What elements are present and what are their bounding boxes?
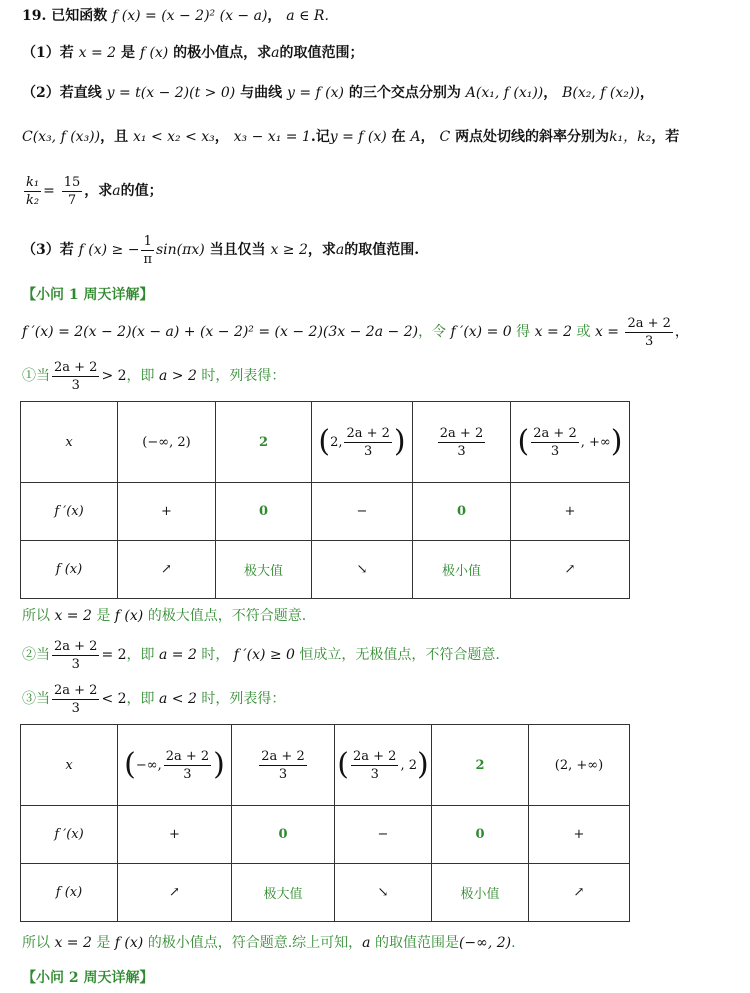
part2-number: （2）: [22, 85, 60, 101]
stem-text: 已知函数: [51, 8, 108, 24]
solution-header-1: 【小问 1 周天详解】: [22, 287, 154, 303]
slopes: k₁，k₂: [609, 129, 652, 145]
conclusion-3: [22, 933, 516, 953]
part1-number: （1）: [22, 45, 60, 61]
concl-text: 的极小值点，符合题意.综上可知，: [147, 935, 363, 951]
deriv-zero: f ′(x) = 0: [450, 324, 512, 340]
trend-down-icon: ↘: [312, 541, 413, 599]
case1-frac-den: 3: [71, 377, 80, 393]
case1-cond: a > 2: [159, 368, 197, 384]
part2-curve: y = f (x): [329, 129, 387, 145]
sign-cell: −: [312, 483, 413, 541]
part2-curve: y = f (x): [287, 85, 344, 101]
part2-line-2: C(x₃, f (x₃))，且 x₁ < x₂ < x₃， x₃ − x₁ = 1.记y = f (x) 在 A， C 两点处切线的斜率分别为k₁，k₂，若: [22, 129, 680, 145]
sign-cell: 0: [232, 806, 335, 864]
case3-text: ③当: [22, 691, 50, 707]
case2-frac: [52, 638, 99, 673]
case3-frac-num: 2a + 2: [54, 682, 98, 698]
root-frac: [625, 315, 672, 350]
deriv-text: 或: [576, 324, 591, 340]
part1-func: f (x): [139, 45, 169, 61]
sin-term: sin(πx): [155, 242, 205, 258]
part3-number: （3）: [22, 242, 60, 258]
stem-comma: ，: [267, 8, 282, 24]
local-min-label: 极小值: [432, 864, 529, 922]
concl-text: 是: [96, 608, 111, 624]
sign-cell: 0: [432, 806, 529, 864]
case1-frac: [52, 359, 99, 394]
concl-var: a: [362, 935, 371, 951]
frac-num: 2a + 2: [439, 425, 484, 441]
root-frac-den: 3: [645, 333, 654, 349]
part2-line-eq: y = t(x − 2)(t > 0): [106, 85, 236, 101]
case3-text: 时，列表得：: [201, 691, 286, 707]
frac-den: 3: [457, 443, 466, 459]
part2-text: 的三个交点分别为: [348, 85, 461, 101]
ratio-value-num: 15: [63, 174, 81, 190]
interval-3-right: , 2: [400, 757, 417, 773]
root-x: x =: [594, 324, 620, 340]
interval-5: (2, +∞): [529, 725, 630, 806]
derivative-line: f ′(x) = 2(x − 2)(x − a) + (x − 2)² = (x − 2)(3x − 2a − 2)，令 f ′(x) = 0 得 x = 2 或 x = $\frac{2a + 2}{3}$ ，: [22, 315, 689, 349]
case1-frac-num: 2a + 2: [54, 359, 98, 375]
part1-text: 的极小值点，求: [173, 45, 272, 61]
deriv-text: ，令: [418, 324, 447, 340]
part2-text: ，若: [651, 129, 680, 145]
interval-3-frac: [344, 425, 391, 460]
concl-f: f (x): [114, 935, 144, 951]
ratio-value-den: 7: [67, 192, 77, 208]
derivative-expr: f ′(x) = 2(x − 2)(x − a) + (x − 2)² = (x − 2)(3x − 2a − 2): [22, 324, 419, 340]
local-min-label: 极小值: [413, 541, 511, 599]
part3-cond: x ≥ 2: [270, 242, 308, 258]
sign-cell: 0: [413, 483, 511, 541]
deriv-text: 得: [516, 324, 531, 340]
frac-num: 2a + 2: [346, 425, 390, 441]
frac-den: 3: [370, 766, 379, 782]
problem-number: 19.: [22, 8, 47, 24]
part3-func: f (x) ≥ −: [78, 242, 140, 258]
case1-text: ①当: [22, 368, 50, 384]
interval-3-left: 2,: [330, 434, 343, 450]
concl-text: 所以: [22, 608, 50, 624]
sign-cell: 0: [216, 483, 312, 541]
case3-frac: [52, 682, 99, 717]
point-2: 2: [432, 725, 529, 806]
trend-down-icon: ↘: [335, 864, 432, 922]
interval-1-frac: [164, 748, 211, 783]
table-row-f: [21, 541, 630, 599]
part2-text: 的值；: [120, 183, 163, 199]
interval-3-frac: [351, 748, 398, 783]
concl-f: f (x): [114, 608, 144, 624]
sign-cell: +: [511, 483, 630, 541]
part3-text: 若: [59, 242, 74, 258]
ratio-value: [62, 174, 83, 209]
frac-den: 3: [278, 766, 288, 782]
header-f: f (x): [21, 864, 118, 922]
domain-set: a ∈ R.: [286, 8, 329, 24]
inv-pi: [141, 233, 154, 268]
point-2: 2: [216, 402, 312, 483]
inv-pi-den: π: [143, 251, 152, 267]
case1-line: [22, 357, 285, 395]
header-fprime: f ′(x): [21, 806, 118, 864]
case3-frac-den: 3: [71, 700, 80, 716]
frac-den: 3: [183, 766, 192, 782]
table-row-f: [21, 864, 630, 922]
case2-text: 时，: [201, 647, 230, 663]
part2-line-1: （2）若直线 y = t(x − 2)(t > 0) 与曲线 y = f (x) 的三个交点分别为 A(x₁, f (x₁))， B(x₂, f (x₂))，: [22, 85, 654, 101]
interval-1-left: −∞,: [135, 757, 162, 773]
frac-den: 3: [364, 443, 373, 459]
case1-rel: > 2: [101, 368, 127, 384]
frac-num: 2a + 2: [353, 748, 397, 764]
part1-text: 是: [120, 45, 135, 61]
case2-deriv: f ′(x) ≥ 0: [233, 647, 295, 663]
case2-rel: = 2: [101, 647, 127, 663]
part1-text: 若: [59, 45, 74, 61]
part2-line-3: [22, 173, 163, 209]
part3-var: a: [335, 242, 345, 258]
trend-up-icon: ↗: [511, 541, 630, 599]
sign-cell: +: [118, 806, 232, 864]
part3-text: ，求: [307, 242, 336, 258]
frac-num: 2a + 2: [261, 748, 305, 764]
diff-eq: x₃ − x₁ = 1: [233, 129, 311, 145]
root-2: x = 2: [534, 324, 573, 340]
function-def: f (x) = (x − 2)² (x − a): [112, 8, 268, 24]
case2-text: ，即: [126, 647, 155, 663]
conclusion-1: [22, 606, 306, 626]
interval-5-right: , +∞: [580, 434, 611, 450]
ratio-den: k₂: [26, 192, 40, 208]
header-x: x: [21, 725, 118, 806]
header-f: f (x): [21, 541, 118, 599]
frac-num: 2a + 2: [533, 425, 577, 441]
inv-pi-num: 1: [141, 233, 154, 251]
point-frac: [232, 725, 335, 806]
part2-text: 在: [391, 129, 406, 145]
concl-text: .: [511, 935, 516, 951]
interval-1: (−∞, 2): [118, 402, 216, 483]
sign-cell: −: [335, 806, 432, 864]
case2-text: 恒成立，无极值点，不符合题意.: [299, 647, 500, 663]
concl-text: 所以: [22, 935, 50, 951]
case2-text: ②当: [22, 647, 50, 663]
sign-cell: +: [118, 483, 216, 541]
variation-table-2: [20, 724, 630, 922]
case3-cond: a < 2: [159, 691, 197, 707]
label-c: C: [439, 129, 451, 145]
trend-up-icon: ↗: [118, 864, 232, 922]
case1-text: 时，列表得：: [201, 368, 286, 384]
part3-line: [22, 232, 419, 268]
point-c: C(x₃, f (x₃)): [22, 129, 101, 145]
point-b: B(x₂, f (x₂)): [562, 85, 640, 101]
concl-range: (−∞, 2): [458, 935, 512, 951]
interval-1: (−∞, $\frac{2a + 2}{3}$ ): [118, 725, 232, 806]
concl-x: x = 2: [54, 608, 92, 624]
root-frac-num: 2a + 2: [627, 315, 671, 331]
case2-frac-den: 3: [71, 656, 80, 672]
equals: =: [43, 183, 55, 199]
header-fprime: f ′(x): [21, 483, 118, 541]
table-row-fprime: [21, 483, 630, 541]
local-max-label: 极大值: [216, 541, 312, 599]
interval-3: (2, $\frac{2a + 2}{3}$ ): [312, 402, 413, 483]
case3-text: ，即: [126, 691, 155, 707]
case2-line: [22, 636, 500, 674]
header-x: x: [21, 402, 118, 483]
label-a: A: [410, 129, 421, 145]
table-row-x: [21, 402, 630, 483]
trend-up-icon: ↗: [529, 864, 630, 922]
concl-text: 的取值范围是: [374, 935, 459, 951]
concl-text: 是: [96, 935, 111, 951]
interval-5-frac: [531, 425, 578, 460]
frac-den: 3: [550, 443, 560, 459]
trend-up-icon: ↗: [118, 541, 216, 599]
local-max-label: 极大值: [232, 864, 335, 922]
part3-text: 当且仅当: [209, 242, 266, 258]
interval-3: ( $\frac{2a + 2}{3}$ , 2): [335, 725, 432, 806]
part1-text: 的取值范围；: [279, 45, 364, 61]
part2-text: 若直线: [59, 85, 102, 101]
part2-text: ，且: [100, 129, 129, 145]
part1-cond: x = 2: [78, 45, 117, 61]
table-row-x: [21, 725, 630, 806]
part2-var: a: [112, 183, 121, 199]
frac-num: 2a + 2: [165, 748, 210, 764]
slope-ratio: [24, 174, 41, 209]
part2-text: .记: [310, 129, 330, 145]
point-frac: [413, 402, 511, 483]
point-a: A(x₁, f (x₁)): [465, 85, 544, 101]
concl-text: 的极大值点，不符合题意.: [147, 608, 307, 624]
order-ineq: x₁ < x₂ < x₃: [132, 129, 215, 145]
case2-frac-num: 2a + 2: [54, 638, 98, 654]
part3-text: 的取值范围.: [344, 242, 420, 258]
ratio-num: k₁: [26, 174, 40, 190]
concl-x: x = 2: [54, 935, 92, 951]
interval-5: ( $\frac{2a + 2}{3}$ , +∞): [511, 402, 630, 483]
variation-table-1: [20, 401, 630, 599]
solution-header-2: 【小问 2 周天详解】: [22, 970, 154, 986]
part1-line: [22, 43, 364, 63]
part2-text: 两点处切线的斜率分别为: [455, 129, 610, 145]
problem-line-1: [22, 6, 329, 26]
part2-text: ，求: [84, 183, 113, 199]
case3-rel: < 2: [101, 691, 127, 707]
part2-text: 与曲线: [240, 85, 283, 101]
case1-text: ，即: [126, 368, 155, 384]
part1-var: a: [271, 45, 280, 61]
case2-cond: a = 2: [159, 647, 197, 663]
case3-line: [22, 680, 285, 718]
table-row-fprime: [21, 806, 630, 864]
sign-cell: +: [529, 806, 630, 864]
